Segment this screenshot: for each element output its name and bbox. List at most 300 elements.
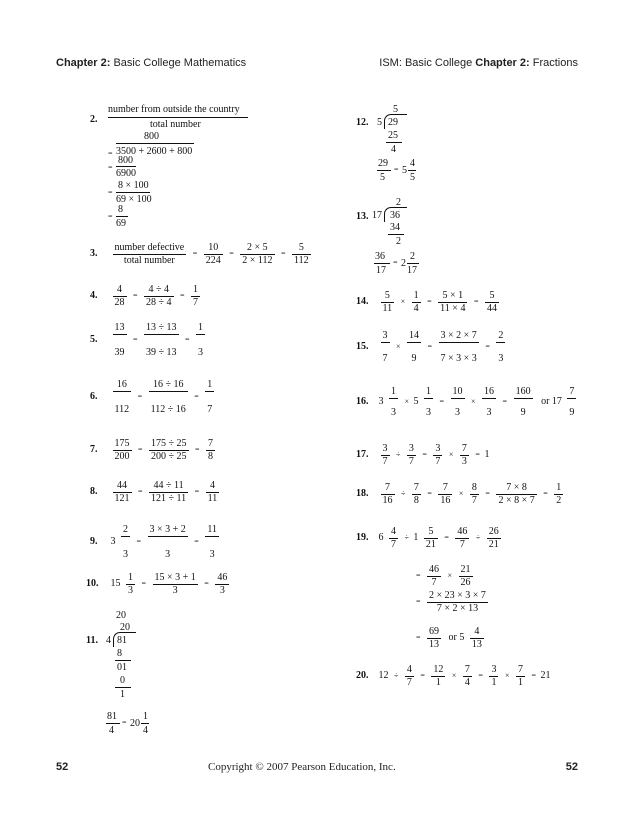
problem-18 (356, 482, 565, 506)
numerator: 69 (429, 626, 440, 637)
denominator: 39 ÷ 13 (146, 346, 177, 358)
numerator: 14 (409, 330, 420, 341)
fraction (482, 386, 496, 418)
denominator: 9 (411, 352, 417, 364)
numerator: 46 (217, 572, 228, 583)
whole-number: 3 (110, 536, 116, 548)
times-sign: × (458, 489, 464, 499)
numerator: 4 (406, 664, 412, 675)
problem-15 (356, 330, 507, 364)
equals-sign: = (444, 533, 449, 543)
numerator: 7 (461, 443, 467, 454)
step2-numerator: 800 (118, 155, 133, 166)
result-frac-numerator: 2 (410, 251, 415, 262)
step1-numerator: 800 (144, 131, 159, 142)
denominator: 13 (471, 638, 482, 650)
fraction (431, 664, 445, 688)
problem-number: 7. (90, 444, 98, 456)
times-sign: × (396, 342, 401, 352)
step3-denominator: 69 × 100 (116, 194, 152, 205)
quotient: 20 (120, 622, 130, 633)
denominator: 200 (114, 450, 130, 462)
fraction (389, 386, 398, 418)
numerator: 160 (515, 386, 531, 397)
denominator: 1 (435, 676, 441, 688)
denominator: 8 (208, 450, 214, 462)
problem-number: 13. (356, 211, 369, 222)
numerator: 7 (517, 664, 523, 675)
fraction (455, 526, 469, 550)
fraction (389, 526, 398, 550)
equals-sign: = (478, 671, 483, 681)
whole-number: 5 (413, 396, 419, 408)
step4-denominator: 69 (116, 218, 126, 229)
equals-sign: = (108, 149, 113, 158)
equals-sign: = (427, 342, 433, 352)
problem-number: 17. (356, 449, 369, 461)
equals-sign: = (108, 212, 113, 221)
problem-number: 15. (356, 341, 369, 353)
equals-sign: = (229, 249, 234, 259)
numerator: 4 (470, 626, 484, 639)
problem-4 (90, 284, 202, 308)
problem-number: 4. (90, 290, 98, 302)
equals-sign: = (531, 671, 536, 681)
problem-8 (90, 480, 221, 504)
numerator: 8 (471, 482, 477, 493)
fraction (149, 480, 188, 504)
result-numerator: 29 (378, 158, 388, 169)
numerator: 7 × 8 (496, 482, 536, 495)
equals-sign: = (137, 392, 143, 402)
equals-sign: = (416, 597, 421, 607)
numerator: 4 (391, 526, 396, 537)
fraction (460, 443, 469, 467)
result-denominator: 17 (376, 265, 386, 276)
equals-sign: = (439, 397, 445, 407)
problem-16 (356, 386, 578, 418)
fraction (407, 443, 416, 467)
fraction (451, 386, 465, 418)
equals-sign: = (281, 249, 286, 259)
denominator: 4 (464, 676, 470, 688)
fraction (121, 524, 130, 560)
numerator: 13 ÷ 13 (146, 322, 177, 333)
problem-19-line-2 (414, 564, 475, 588)
equals-sign: = (108, 188, 113, 197)
equals-sign: = (502, 397, 508, 407)
problem-7 (90, 438, 217, 462)
step3-numerator: 8 × 100 (118, 180, 149, 191)
denominator: 7 (435, 455, 441, 467)
header-chapter-label-right: Chapter 2: (475, 57, 530, 69)
fraction (567, 386, 576, 418)
numerator: 3 (435, 443, 441, 454)
fraction (381, 443, 390, 467)
numerator: 7 (464, 664, 470, 675)
fraction (412, 482, 421, 506)
result-frac-denominator: 17 (407, 265, 417, 276)
times-sign: × (451, 671, 457, 681)
result-denominator: 4 (109, 725, 114, 736)
denominator: 8 (413, 494, 419, 506)
denominator: 7 (382, 455, 388, 467)
denominator: 121 (114, 492, 130, 504)
fraction (438, 482, 452, 506)
quotient: 5 (393, 104, 398, 115)
numerator: 1 (391, 386, 396, 397)
denominator: 3 (391, 406, 396, 418)
numerator: 3 (382, 443, 388, 454)
times-sign: × (504, 671, 510, 681)
denominator: 3 (198, 346, 204, 358)
subtract-line-2: 0 (120, 675, 125, 686)
equals-sign: = (485, 489, 490, 499)
fraction (554, 482, 563, 506)
equals-sign: = (543, 489, 548, 499)
numerator: 7 (208, 438, 214, 449)
denominator: 9 (569, 406, 575, 418)
result-frac-numerator: 1 (143, 711, 148, 722)
result-frac-numerator: 4 (410, 158, 415, 169)
copyright-notice: Copyright © 2007 Pearson Education, Inc. (208, 761, 396, 773)
denominator: 16 (440, 494, 451, 506)
denominator: 28 (114, 296, 125, 308)
numerator: 4 ÷ 4 (144, 284, 174, 297)
equals-sign: = (416, 633, 421, 643)
numerator: 1 (128, 572, 133, 583)
numerator: 175 (114, 438, 130, 449)
problem-number: 5. (90, 334, 98, 346)
equals-sign: = (133, 335, 138, 345)
equals-sign: = (420, 671, 425, 681)
denominator: 4 (413, 302, 419, 314)
problem-17 (356, 443, 490, 467)
times-sign: × (400, 297, 406, 307)
denominator: 16 (382, 494, 393, 506)
result-numerator: 81 (107, 711, 117, 722)
denominator: 7 × 3 × 3 (440, 352, 477, 364)
numerator: 10 (452, 386, 463, 397)
fraction (439, 330, 479, 364)
denominator: 3 (123, 548, 128, 560)
fraction (196, 322, 205, 358)
denominator: 3 (165, 548, 171, 560)
numerator: 46 (429, 564, 440, 575)
fraction (405, 664, 414, 688)
step2-denominator: 6900 (116, 168, 136, 179)
denominator: 200 ÷ 25 (151, 450, 187, 462)
equals-sign: = (194, 392, 199, 402)
result-denominator: 5 (380, 172, 385, 183)
denominator: 9 (520, 406, 526, 418)
problem-number: 16. (356, 396, 369, 408)
fraction (489, 664, 498, 688)
problem-number: 9. (90, 536, 98, 548)
fraction (113, 242, 187, 266)
problem-number: 14. (356, 296, 369, 308)
problem-number: 2. (90, 114, 98, 125)
times-sign: × (471, 397, 476, 407)
fraction (516, 664, 525, 688)
or-text: or 17 (541, 396, 562, 408)
denominator: 11 × 4 (440, 302, 466, 314)
result-frac-denominator: 5 (410, 172, 415, 183)
denominator: 2 × 8 × 7 (498, 494, 535, 506)
result: 21 (540, 670, 551, 682)
denominator: 1 (517, 676, 523, 688)
equals-sign: = (192, 249, 198, 259)
fraction (427, 626, 441, 650)
denominator: 7 (207, 403, 213, 415)
numerator: 11 (207, 524, 217, 535)
numerator: 16 (113, 379, 132, 392)
denominator: 112 ÷ 16 (150, 403, 186, 415)
label-denominator: total number (150, 119, 201, 130)
numerator: 1 (198, 322, 204, 333)
dividend: 81 (117, 635, 127, 646)
denominator: 13 (429, 638, 440, 650)
result-whole: 2 (401, 258, 406, 269)
label-numerator: number from outside the country (108, 104, 240, 115)
equals-sign: = (138, 445, 143, 455)
numerator: 4 (113, 284, 127, 297)
problem-number: 12. (356, 117, 369, 128)
denominator: 1 (491, 676, 497, 688)
header-ism-title: ISM: Basic College (379, 57, 473, 69)
divisor: 5 (377, 117, 382, 128)
equals-sign: = (194, 487, 200, 497)
numerator: 3 × 2 × 7 (440, 330, 477, 341)
denominator: 7 (471, 494, 477, 506)
fraction (144, 284, 174, 308)
denominator: 7 (406, 676, 412, 688)
header-chapter-label: Chapter 2: (56, 57, 111, 69)
fraction (487, 526, 501, 550)
numerator: 10 (204, 242, 223, 255)
problem-number: 18. (356, 488, 369, 500)
equals-sign: = (138, 487, 143, 497)
equals-sign: = (204, 579, 209, 589)
denominator: 2 × 112 (242, 254, 273, 266)
problem-14 (356, 290, 501, 314)
denominator: 7 (408, 455, 414, 467)
numerator: 44 (113, 480, 132, 493)
step1-denominator: 3500 + 2600 + 800 (116, 146, 193, 157)
result: 1 (484, 449, 490, 461)
problem-19-line-4 (414, 626, 486, 650)
numerator: 175 ÷ 25 (151, 438, 187, 449)
fraction (292, 242, 311, 266)
fraction (407, 330, 421, 364)
remainder-final: 1 (120, 689, 125, 700)
numerator: 26 (488, 526, 499, 537)
remainder: 2 (396, 236, 401, 247)
fraction (148, 524, 188, 560)
denominator: 3 (461, 455, 467, 467)
fraction (215, 572, 229, 596)
whole-number: 1 (413, 532, 419, 544)
divisor: 4 (106, 635, 111, 646)
denominator: 3 (426, 406, 432, 418)
whole-number: 3 (378, 396, 384, 408)
problem-number: 8. (90, 486, 98, 498)
numerator: 3 (408, 443, 414, 454)
step4-numerator: 8 (118, 204, 123, 215)
equals-sign: = (427, 297, 432, 307)
numerator: 1 (556, 482, 562, 493)
problem-10 (86, 572, 231, 596)
denominator: 28 ÷ 4 (146, 296, 172, 308)
fraction (463, 664, 472, 688)
equals-sign: = (393, 258, 398, 267)
page-number-left: 52 (56, 761, 69, 773)
equals-sign: = (108, 163, 113, 172)
fraction (149, 438, 189, 462)
fraction (113, 379, 132, 415)
numerator: 5 (381, 290, 395, 303)
problem-number: 3. (90, 248, 98, 260)
fraction (113, 322, 127, 358)
denominator: 21 (425, 538, 436, 550)
dividend: 36 (390, 210, 400, 221)
numerator: 5 (424, 526, 438, 539)
equals-sign: = (122, 718, 127, 727)
equals-sign: = (427, 489, 432, 499)
numerator: 1 (413, 290, 419, 301)
result-numerator: 36 (375, 251, 385, 262)
header-right (379, 57, 578, 69)
numerator: 16 ÷ 16 (149, 379, 188, 392)
denominator: 7 (193, 296, 199, 308)
result-whole: 5 (402, 165, 407, 176)
fraction (514, 386, 533, 418)
fraction (206, 480, 220, 504)
denominator: 3 (128, 584, 133, 596)
remainder-line-1: 01 (117, 662, 127, 673)
problem-9 (90, 524, 221, 560)
problem-20 (356, 664, 551, 688)
denominator: 112 (294, 254, 309, 266)
numerator: 2 × 5 (240, 242, 274, 255)
equals-sign: = (394, 165, 399, 174)
problem-5 (90, 322, 207, 358)
numerator: 21 (460, 564, 471, 575)
equals-sign: = (473, 297, 479, 307)
problem-number: 10. (86, 578, 99, 590)
denominator: 7 (391, 538, 396, 550)
fraction (113, 284, 127, 308)
numerator: 15 × 3 + 1 (154, 572, 196, 583)
numerator: 5 (292, 242, 311, 255)
subtract-line-1: 8 (117, 648, 122, 659)
equals-sign: = (416, 571, 421, 581)
fraction (153, 572, 198, 596)
numerator: 3 × 3 + 2 (149, 524, 186, 535)
result-frac-denominator: 4 (143, 725, 148, 736)
or-text: or 5 (448, 632, 465, 644)
problem-6 (90, 379, 216, 415)
fraction (381, 482, 395, 506)
whole-number: 6 (378, 532, 384, 544)
denominator: 44 (486, 302, 497, 314)
quotient: 2 (396, 197, 401, 208)
denominator: 39 (114, 346, 125, 358)
whole-number: 12 (378, 670, 389, 682)
denominator: 3 (172, 584, 178, 596)
equals-sign: = (422, 450, 427, 460)
numerator: 1 (193, 284, 199, 295)
subtract-line: 34 (390, 222, 400, 233)
denominator: 11 (382, 302, 393, 314)
divide-sign: ÷ (404, 533, 409, 543)
times-sign: × (404, 397, 410, 407)
fraction (459, 564, 473, 588)
numerator: 16 (484, 386, 495, 397)
denominator: 7 (431, 576, 437, 588)
denominator: 2 (556, 494, 562, 506)
divide-sign: ÷ (475, 533, 481, 543)
dividend: 29 (388, 117, 398, 128)
problem-10-extra: 20 (116, 610, 126, 621)
numerator: 12 (433, 664, 444, 675)
times-sign: × (447, 571, 453, 581)
divide-sign: ÷ (394, 671, 399, 681)
denominator: 3 (209, 548, 215, 560)
denominator: 11 (207, 492, 218, 504)
numerator: 4 (206, 480, 220, 493)
denominator: 21 (488, 538, 499, 550)
fraction (149, 379, 188, 415)
problem-number: 11. (86, 635, 98, 646)
denominator: 3 (455, 406, 461, 418)
fraction (113, 438, 132, 462)
fraction (433, 443, 442, 467)
denominator: 7 (459, 538, 465, 550)
numerator: number defective (114, 242, 185, 253)
fraction (204, 242, 223, 266)
fraction (381, 330, 390, 364)
problem-19-line-1 (356, 526, 503, 550)
fraction (427, 564, 441, 588)
fraction (205, 379, 214, 415)
denominator: 3 (498, 352, 504, 364)
header-chapter-topic: Fractions (532, 57, 578, 69)
equals-sign: = (141, 579, 147, 589)
fraction (412, 290, 421, 314)
problem-19-line-3 (414, 590, 490, 614)
numerator: 7 (381, 482, 395, 495)
fraction (470, 626, 484, 650)
fraction (240, 242, 274, 266)
numerator: 2 (498, 330, 504, 341)
remainder: 4 (391, 144, 396, 155)
numerator: 7 (438, 482, 452, 495)
denominator: 112 (114, 403, 130, 415)
denominator: 3 (486, 406, 492, 418)
whole-number: 15 (110, 578, 121, 590)
fraction (206, 438, 215, 462)
fraction (126, 572, 135, 596)
numerator: 5 × 1 (438, 290, 467, 303)
fraction (438, 290, 467, 314)
header-left (56, 57, 246, 69)
problem-number: 6. (90, 391, 98, 403)
denominator: 7 (382, 352, 388, 364)
numerator: 46 (457, 526, 468, 537)
denominator: 26 (460, 576, 471, 588)
denominator: 121 ÷ 11 (151, 492, 187, 504)
